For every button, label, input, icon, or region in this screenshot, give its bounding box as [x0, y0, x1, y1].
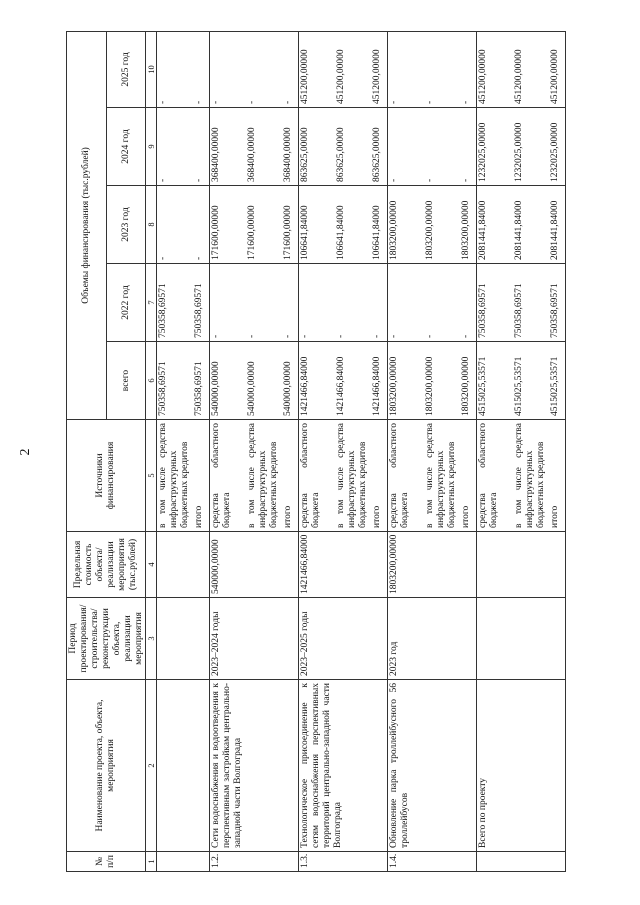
value-2022: 750358,69571	[194, 283, 205, 338]
header-2024: 2024 год	[106, 108, 146, 186]
value-2023: 171600,00000	[211, 205, 222, 260]
value-2025: 451200,00000	[372, 49, 383, 104]
col-number: 6	[146, 342, 157, 420]
value-2022: -	[283, 334, 294, 338]
source-line: итого	[283, 505, 294, 528]
source-line: средства областного бюджета	[211, 423, 233, 528]
value-2023: 106641,84000	[336, 205, 347, 260]
value-2022-cell	[388, 264, 477, 342]
value-2024-cell	[299, 108, 388, 186]
value-2025: 451200,00000	[300, 49, 311, 104]
col-number: 8	[146, 186, 157, 264]
source-line: итого	[461, 505, 472, 528]
value-2023: 2081441,84000	[514, 200, 525, 260]
value-2024: 1232025,00000	[514, 122, 525, 182]
rotated-page	[18, 32, 640, 872]
column-numbers-row	[146, 31, 157, 871]
total-value-cell	[388, 342, 477, 420]
col-number: 9	[146, 108, 157, 186]
total-value: 540000,00000	[211, 361, 222, 416]
value-2022: -	[372, 334, 383, 338]
total-value-cell	[477, 342, 566, 420]
total-value: 1803200,00000	[425, 356, 436, 416]
value-2022: 750358,69571	[158, 283, 169, 338]
value-2022: -	[247, 334, 258, 338]
value-2025: -	[158, 100, 169, 104]
header-2023: 2023 год	[106, 186, 146, 264]
value-2023: 2081441,84000	[550, 200, 561, 260]
value-2023: -	[194, 256, 205, 260]
total-value: 4515025,53571	[478, 356, 489, 416]
total-value-cell	[299, 342, 388, 420]
row-number: 1.4.	[388, 852, 477, 872]
value-2024: 1232025,00000	[478, 122, 489, 182]
value-2024: -	[194, 178, 205, 182]
value-2022: -	[461, 334, 472, 338]
value-2024: 1232025,00000	[550, 122, 561, 182]
total-value: 540000,00000	[283, 361, 294, 416]
value-2023-cell	[388, 186, 477, 264]
total-value-cell	[157, 342, 210, 420]
value-2023-cell	[299, 186, 388, 264]
value-2022-cell	[157, 264, 210, 342]
col-number: 1	[146, 852, 157, 872]
object-name	[157, 680, 210, 852]
cost-cell	[157, 532, 210, 598]
source-line: в том числе средства инфраструктурных бюджетных кредитов	[425, 423, 458, 528]
source-line: итого	[372, 505, 383, 528]
row-number	[157, 852, 210, 872]
value-2023: 2081441,84000	[478, 200, 489, 260]
total-value: 540000,00000	[247, 361, 258, 416]
value-2024: 368400,00000	[283, 127, 294, 182]
value-2025: -	[461, 100, 472, 104]
value-2022: -	[389, 334, 400, 338]
value-2023: 1803200,00000	[425, 200, 436, 260]
header-no: № п/п	[67, 852, 146, 872]
value-2024-cell	[210, 108, 299, 186]
source-line: в том числе средства инфраструктурных бюджетных кредитов	[336, 423, 369, 528]
row-number: 1.3.	[299, 852, 388, 872]
value-2025-cell	[157, 31, 210, 107]
value-2025: 451200,00000	[478, 49, 489, 104]
col-number: 2	[146, 680, 157, 852]
col-number: 4	[146, 532, 157, 598]
value-2023: 106641,84000	[300, 205, 311, 260]
header-volumes: Объемы финансирования (тыс.рублей)	[67, 31, 107, 419]
value-2025: -	[425, 100, 436, 104]
value-2025-cell	[210, 31, 299, 107]
col-number: 7	[146, 264, 157, 342]
value-2024: -	[461, 178, 472, 182]
value-2023-cell	[477, 186, 566, 264]
page-number: 2	[18, 448, 33, 456]
period-cell	[157, 598, 210, 680]
header-source: Источники финансирования	[67, 420, 146, 532]
value-2023: -	[158, 256, 169, 260]
source-line: в том числе средства инфраструктурных бюджетных кредитов	[247, 423, 280, 528]
object-name: Обновление парка троллейбусного 56 троллейбусов	[388, 680, 477, 852]
total-value: 1803200,00000	[461, 356, 472, 416]
source-line-cell	[299, 420, 388, 532]
value-2022: -	[336, 334, 347, 338]
table-row	[477, 31, 566, 871]
source-line: в том числе средства инфраструктурных бюджетных кредитов	[514, 423, 547, 528]
source-line: итого	[194, 505, 205, 528]
value-2023: 171600,00000	[283, 205, 294, 260]
period-cell: 2023–2025 годы	[299, 598, 388, 680]
value-2023-cell	[157, 186, 210, 264]
value-2024: -	[425, 178, 436, 182]
header-2022: 2022 год	[106, 264, 146, 342]
header-name: Наименование проекта, объекта, мероприятия	[67, 680, 146, 852]
col-number: 10	[146, 31, 157, 107]
row-number	[477, 852, 566, 872]
total-value: 750358,69571	[158, 361, 169, 416]
value-2024: 863625,00000	[336, 127, 347, 182]
total-value-cell	[210, 342, 299, 420]
value-2022-cell	[210, 264, 299, 342]
value-2024-cell	[477, 108, 566, 186]
value-2025: -	[389, 100, 400, 104]
value-2022: 750358,69571	[514, 283, 525, 338]
value-2025-cell	[477, 31, 566, 107]
cost-cell: 1421466,84000	[299, 532, 388, 598]
value-2025: 451200,00000	[514, 49, 525, 104]
value-2024-cell	[157, 108, 210, 186]
header-2025: 2025 год	[106, 31, 146, 107]
object-name: Всего по проекту	[477, 680, 566, 852]
header-period: Период проектирования/ строительства/ реконструкции объекта, реализации мероприятия	[67, 598, 146, 680]
total-value: 1421466,84000	[300, 356, 311, 416]
value-2024: 368400,00000	[211, 127, 222, 182]
table-row	[299, 31, 388, 871]
total-value: 750358,69571	[194, 361, 205, 416]
table-row	[157, 31, 210, 871]
table-row	[388, 31, 477, 871]
total-value: 4515025,53571	[514, 356, 525, 416]
value-2025: -	[211, 100, 222, 104]
value-2022-cell	[299, 264, 388, 342]
value-2025: -	[283, 100, 294, 104]
value-2022: 750358,69571	[550, 283, 561, 338]
value-2023: 1803200,00000	[461, 200, 472, 260]
source-line: средства областного бюджета	[478, 423, 500, 528]
row-number: 1.2.	[210, 852, 299, 872]
source-line-cell	[477, 420, 566, 532]
financing-table	[66, 31, 566, 872]
value-2025-cell	[299, 31, 388, 107]
cost-cell: 540000,00000	[210, 532, 299, 598]
header-cost: Предельная стоимость объекта/ реализации мероприятия (тыс.рублей)	[67, 532, 146, 598]
value-2024: 368400,00000	[247, 127, 258, 182]
total-value: 1421466,84000	[336, 356, 347, 416]
period-cell	[477, 598, 566, 680]
value-2025-cell	[388, 31, 477, 107]
value-2025: -	[247, 100, 258, 104]
col-number: 5	[146, 420, 157, 532]
total-value: 4515025,53571	[550, 356, 561, 416]
object-name: Сети водоснабжения и водоотведения к перспективным застройкам центрально-западной части Волгограда	[210, 680, 299, 852]
col-number: 3	[146, 598, 157, 680]
table-body	[157, 31, 566, 871]
header-total: всего	[106, 342, 146, 420]
period-cell: 2023–2024 годы	[210, 598, 299, 680]
value-2024: -	[158, 178, 169, 182]
value-2024: -	[389, 178, 400, 182]
value-2025: 451200,00000	[336, 49, 347, 104]
period-cell: 2023 год	[388, 598, 477, 680]
total-value: 1421466,84000	[372, 356, 383, 416]
source-line: средства областного бюджета	[300, 423, 322, 528]
value-2022: -	[425, 334, 436, 338]
value-2023-cell	[210, 186, 299, 264]
value-2022-cell	[477, 264, 566, 342]
object-name: Технологическое присоединение к сетям водоснабжения перспективных территорий центрально-западной части Волгограда	[299, 680, 388, 852]
value-2023: 1803200,00000	[389, 200, 400, 260]
source-line-cell	[210, 420, 299, 532]
total-value: 1803200,00000	[389, 356, 400, 416]
table-row	[210, 31, 299, 871]
source-line: средства областного бюджета	[389, 423, 411, 528]
value-2023: 106641,84000	[372, 205, 383, 260]
value-2023: 171600,00000	[247, 205, 258, 260]
cost-cell: 1803200,00000	[388, 532, 477, 598]
value-2022: 750358,69571	[478, 283, 489, 338]
source-line-cell	[388, 420, 477, 532]
value-2025: 451200,00000	[550, 49, 561, 104]
cost-cell	[477, 532, 566, 598]
value-2024: 863625,00000	[372, 127, 383, 182]
value-2024-cell	[388, 108, 477, 186]
source-line: в том числе средства инфраструктурных бюджетных кредитов	[158, 423, 191, 528]
value-2024: 863625,00000	[300, 127, 311, 182]
source-line: итого	[550, 505, 561, 528]
value-2022: -	[300, 334, 311, 338]
value-2025: -	[194, 100, 205, 104]
value-2022: -	[211, 334, 222, 338]
source-line-cell	[157, 420, 210, 532]
